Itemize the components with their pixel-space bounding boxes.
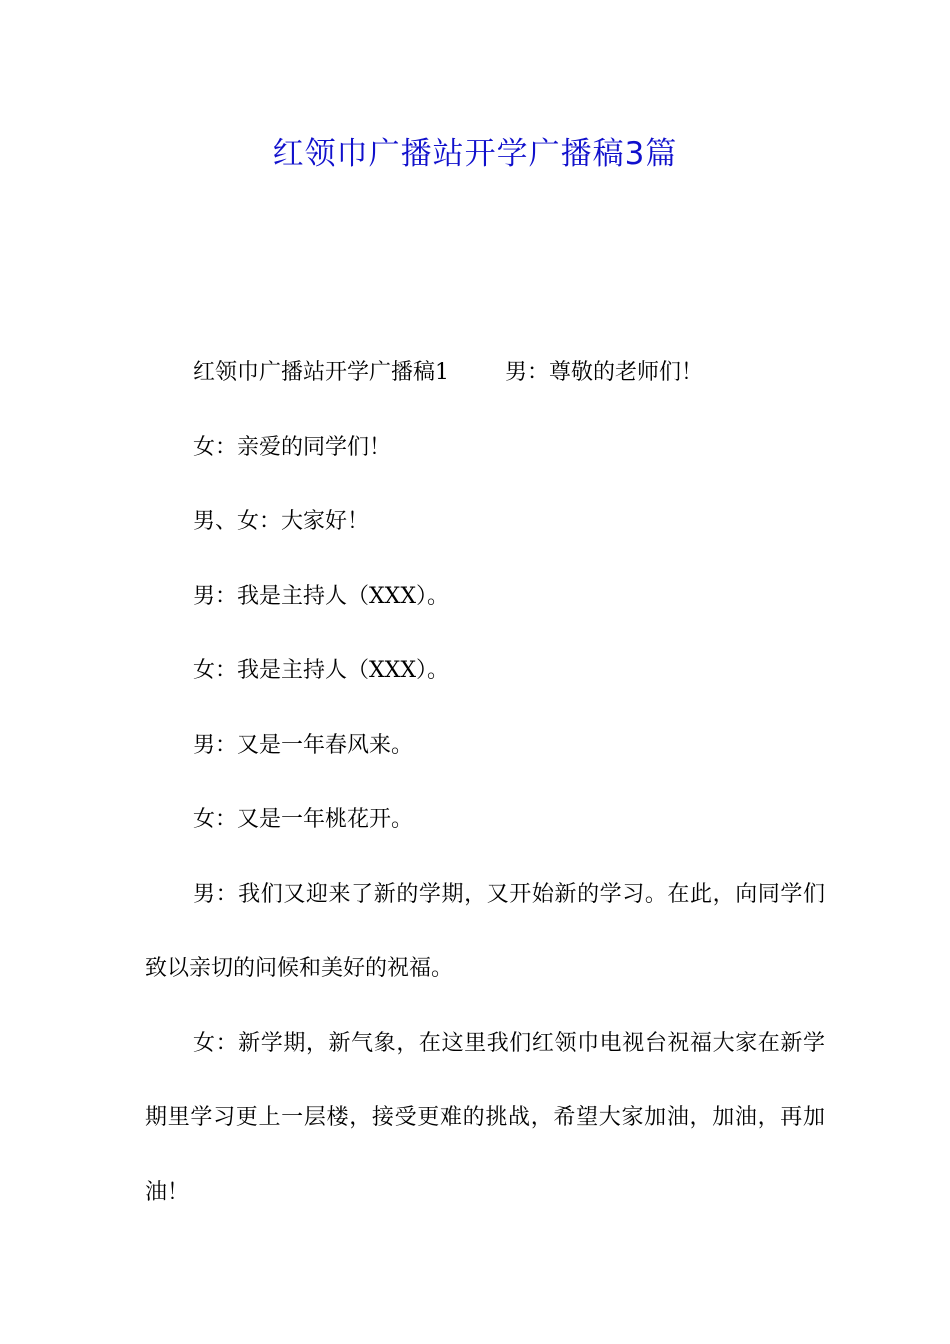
paragraph: 男：又是一年春风来。 <box>193 732 414 758</box>
speech-line: 男：尊敬的老师们！ <box>505 360 704 385</box>
paragraph: 女：又是一年桃花开。 <box>193 807 414 832</box>
paragraph: 女：新学期，新气象，在这里我们红领巾电视台祝福大家在新学期里学习更上一层楼，接受更难的挑战，希望大家加油，加油，再加油！ <box>145 1030 825 1205</box>
document-title: 红领巾广播站开学广播稿3篇 <box>272 136 678 172</box>
paragraph: 男、女：大家好！ <box>193 509 370 534</box>
section-heading: 红领巾广播站开学广播稿1 <box>193 360 449 385</box>
paragraph-first <box>145 336 825 411</box>
paragraph: 女：我是主持人（XXX）。 <box>193 658 449 683</box>
document-body <box>145 336 825 1230</box>
paragraph: 女：亲爱的同学们！ <box>193 434 392 460</box>
paragraph: 男：我是主持人（XXX）。 <box>193 583 449 609</box>
paragraph: 男：我们又迎来了新的学期，又开始新的学习。在此，向同学们致以亲切的问候和美好的祝福。 <box>145 881 825 981</box>
